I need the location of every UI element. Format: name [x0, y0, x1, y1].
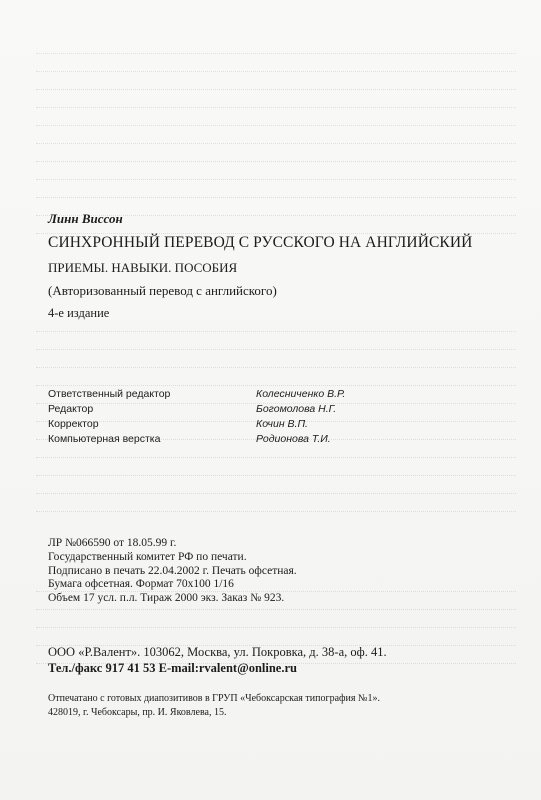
imprint-line: Объем 17 усл. п.л. Тираж 2000 экз. Заказ № 923. [48, 592, 285, 605]
printer-info [48, 692, 518, 720]
credit-role: Корректор [48, 418, 99, 430]
imprint-line: Бумага офсетная. Формат 70х100 1/16 [48, 578, 234, 591]
imprint-line: Государственный комитет РФ по печати. [48, 550, 247, 563]
credit-role: Ответственный редактор [48, 388, 171, 400]
printer-line: 428019, г. Чебоксары, пр. И. Яковлева, 15. [48, 707, 227, 718]
credit-person: Колесниченко В.Р. [256, 388, 346, 400]
publisher-contacts [48, 644, 508, 676]
credit-person: Родионова Т.И. [256, 433, 331, 445]
translation-note: (Авторизованный перевод с английского) [48, 283, 277, 298]
credit-row [48, 417, 488, 432]
printer-line: Отпечатано с готовых диапозитивов в ГРУП «Чебоксарская типография №1». [48, 693, 380, 704]
credit-row [48, 402, 488, 417]
publisher-address: ООО «Р.Валент». 103062, Москва, ул. Покровка, д. 38-а, оф. 41. [48, 645, 387, 659]
credit-role: Редактор [48, 403, 94, 415]
credit-role: Компьютерная верстка [48, 433, 161, 445]
credit-person: Богомолова Н.Г. [256, 403, 337, 415]
book-subtitle: ПРИЕМЫ. НАВЫКИ. ПОСОБИЯ [48, 260, 238, 275]
author-name: Линн Виссон [48, 211, 123, 226]
edition-label: 4-е издание [48, 306, 110, 320]
imprint-block [48, 537, 488, 606]
book-title: СИНХРОННЫЙ ПЕРЕВОД С РУССКОГО НА АНГЛИЙСКИЙ [48, 234, 473, 251]
imprint-line: Подписано в печать 22.04.2002 г. Печать офсетная. [48, 564, 297, 577]
publisher-phone-email: Тел./факс 917 41 53 E-mail:rvalent@online.ru [48, 661, 297, 675]
credits-list [48, 387, 488, 447]
credit-person: Кочин В.П. [256, 418, 308, 430]
credit-row [48, 432, 488, 447]
credit-row [48, 387, 488, 402]
imprint-line: ЛР №066590 от 18.05.99 г. [48, 537, 177, 549]
